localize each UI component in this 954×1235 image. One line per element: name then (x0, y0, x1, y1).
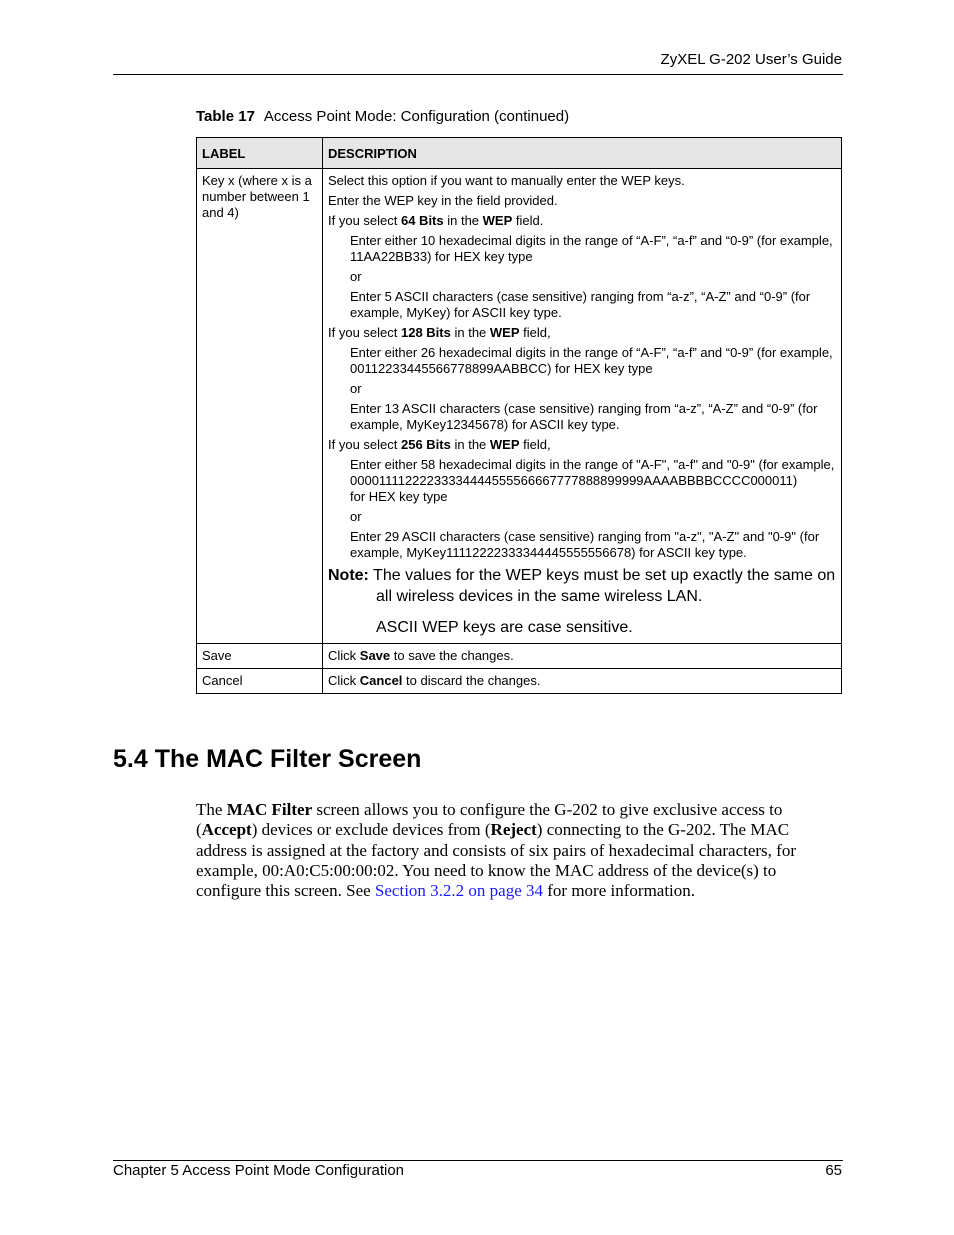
col-header-label: LABEL (197, 138, 323, 169)
footer-page-number: 65 (825, 1162, 842, 1179)
col-header-description: DESCRIPTION (323, 138, 842, 169)
cell-desc-cancel: Click Cancel to discard the changes. (323, 669, 842, 694)
section-link[interactable]: Section 3.2.2 on page 34 (374, 881, 544, 901)
table-caption (196, 108, 569, 125)
desc-64bits-intro: If you select 64 Bits in the WEP field. (328, 213, 544, 228)
desc-enter-key: Enter the WEP key in the field provided. (328, 193, 558, 208)
section-heading: 5.4 The MAC Filter Screen (113, 745, 422, 773)
cell-label-key: Key x (where x is a number between 1 and 4) (197, 169, 323, 644)
note-label: Note: (328, 567, 369, 584)
desc-or: or (350, 509, 362, 524)
desc-128bits-hex: Enter either 26 hexadecimal digits in the range of “A-F”, “a-f” and “0-9” (for example, 00112233445566778899AABBCC) for HEX key type (350, 345, 833, 376)
desc-64bits-ascii: Enter 5 ASCII characters (case sensitive) ranging from “a-z”, “A-Z” and “0-9” (for example, MyKey) for ASCII key type. (350, 289, 811, 320)
cell-label-cancel: Cancel (197, 669, 323, 694)
header-rule (113, 74, 843, 75)
table-row-cancel (197, 669, 842, 694)
desc-128bits-ascii: Enter 13 ASCII characters (case sensitive) ranging from “a-z”, “A-Z” and “0-9” (for example, MyKey12345678) for ASCII key type. (350, 401, 818, 432)
desc-select-option: Select this option if you want to manually enter the WEP keys. (328, 173, 685, 188)
running-header: ZyXEL G-202 User’s Guide (660, 51, 842, 68)
table-row-key (197, 169, 842, 644)
note-case-sensitive: ASCII WEP keys are case sensitive. (376, 619, 633, 636)
config-table (196, 137, 842, 694)
desc-256bits-ascii: Enter 29 ASCII characters (case sensitive) ranging from "a-z", "A-Z" and "0-9" (for example, MyKey11112222333344445555556678) for ASCII key type. (350, 529, 820, 560)
note-text: The values for the WEP keys must be set up exactly the same on all wireless devices in the same wireless LAN. (373, 567, 836, 605)
desc-64bits-hex: Enter either 10 hexadecimal digits in the range of “A-F”, “a-f” and “0-9” (for example, 11AA22BB33) for HEX key type (350, 233, 833, 264)
cell-desc-save: Click Save to save the changes. (323, 644, 842, 669)
table-row-save (197, 644, 842, 669)
table-caption-number: Table 17 (196, 108, 255, 125)
footer-chapter: Chapter 5 Access Point Mode Configuration (113, 1162, 404, 1179)
cell-desc-key (323, 169, 842, 644)
desc-256bits-intro: If you select 256 Bits in the WEP field, (328, 437, 551, 452)
footer-rule (113, 1160, 843, 1161)
desc-or: or (350, 381, 362, 396)
table-caption-text: Access Point Mode: Configuration (continued) (263, 108, 570, 125)
note-wep-keys (328, 565, 836, 607)
desc-128bits-intro: If you select 128 Bits in the WEP field, (328, 325, 551, 340)
table-header-row (197, 138, 842, 169)
cell-label-save: Save (197, 644, 323, 669)
desc-or: or (350, 269, 362, 284)
desc-256bits-hex: Enter either 58 hexadecimal digits in the range of "A-F", "a-f" and "0-9" (for example, 00001111222233334444555566667777888899999AAAABBBBCCCC000011) for HEX key type (350, 457, 835, 504)
section-paragraph: The MAC Filter screen allows you to configure the G-202 to give exclusive access to (Accept) devices or exclude devices from (Reject) connecting to the G-202. The MAC address is assigned at the factory and consists of six pairs of hexadecimal characters, for example, 00:A0:C5:00:00:02. You need to know the MAC address of the device(s) to configure this screen. See Section 3.2.2 on page 34 for more information. (196, 800, 796, 901)
